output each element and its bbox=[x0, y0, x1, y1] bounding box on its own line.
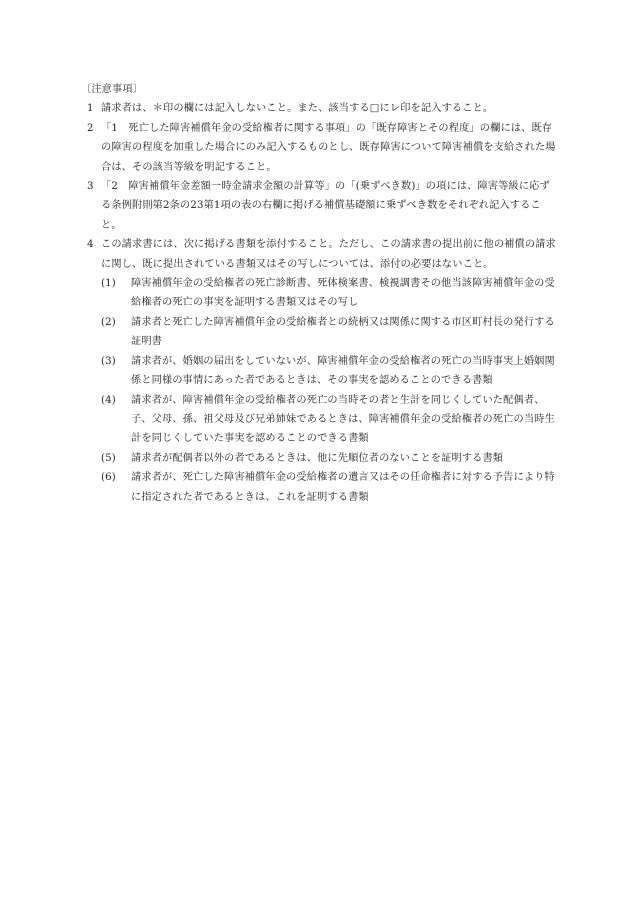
note-text-4: この請求書には、次に掲げる書類を添付すること。ただし、この請求書の提出前に他の補償の請求に関し、既に提出されている書類又はその写しについては、添付の必要はないこと。 bbox=[101, 239, 556, 270]
attachment-text-3: 請求者が、婚姻の届出をしていないが、障害補償年金の受給権者の死亡の当時事実上婚姻関係と同様の事情にあった者であるときは、その事実を認めることのできる書類 bbox=[131, 355, 555, 387]
attachment-text-5: 請求者が配偶者以外の者であるときは、他に先順位者のないことを証明する書類 bbox=[131, 452, 504, 464]
notes-heading: 〔注意事項〕 bbox=[81, 84, 144, 95]
note-item-3 bbox=[81, 177, 559, 235]
attachment-text-2: 請求者と死亡した障害補償年金の受給権者との続柄又は関係に関する市区町村長の発行する証明書 bbox=[131, 316, 555, 348]
note-item-1 bbox=[81, 99, 559, 118]
attachment-number-6: (6) bbox=[101, 472, 116, 484]
notes-section bbox=[81, 80, 559, 507]
attachment-number-4: (4) bbox=[101, 394, 116, 406]
attachment-number-2: (2) bbox=[101, 316, 116, 328]
note-number-2: 2 bbox=[87, 122, 94, 134]
note-number-3: 3 bbox=[87, 181, 94, 193]
note-text-1: 請求者は、＊印の欄には記入しないこと。また、該当する□にレ印を記入すること。 bbox=[101, 103, 494, 115]
note-text-2: 「1 死亡した障害補償年金の受給権者に関する事項」の「既存障害とその程度」の欄には、既存の障害の程度を加重した場合にのみ記入するものとし、既存障害について障害補償を支給された場合は、その該当等級を明記すること。 bbox=[101, 122, 556, 173]
attachment-item-4 bbox=[81, 391, 559, 449]
attachment-number-1: (1) bbox=[101, 278, 116, 290]
note-number-4: 4 bbox=[87, 239, 94, 251]
attachment-item-5 bbox=[81, 449, 559, 468]
attachment-item-6 bbox=[81, 468, 559, 507]
note-text-3: 「2 障害補償年金差額一時金請求金額の計算等」の「(乗ずべき数)」の項には、障害等級に応ずる条例附則第2条の23第1項の表の右欄に掲げる補償基礎額に乗ずべき数をそれぞれ記入すること。 bbox=[101, 181, 550, 231]
attachment-text-1: 障害補償年金の受給権者の死亡診断書、死体検案書、検視調書その他当該障害補償年金の受給権者の死亡の事実を証明する書類又はその写し bbox=[131, 278, 555, 309]
note-item-2 bbox=[81, 119, 559, 177]
attachment-item-1 bbox=[81, 274, 559, 313]
attachment-number-3: (3) bbox=[101, 355, 116, 367]
attachment-text-4: 請求者が、障害補償年金の受給権者の死亡の当時その者と生計を同じくしていた配偶者、子、父母、孫、祖父母及び兄弟姉妹であるときは、障害補償年金の受給権者の死亡の当時生計を同じくしていた事実を認めることのできる書類 bbox=[131, 394, 555, 445]
attachment-item-2 bbox=[81, 313, 559, 352]
attachment-item-3 bbox=[81, 352, 559, 391]
note-item-4 bbox=[81, 235, 559, 274]
attachment-text-6: 請求者が、死亡した障害補償年金の受給権者の遺言又はその任命権者に対する予告により特に指定された者であるときは、これを証明する書類 bbox=[131, 472, 555, 503]
note-number-1: 1 bbox=[87, 103, 94, 115]
attachment-number-5: (5) bbox=[101, 452, 116, 464]
